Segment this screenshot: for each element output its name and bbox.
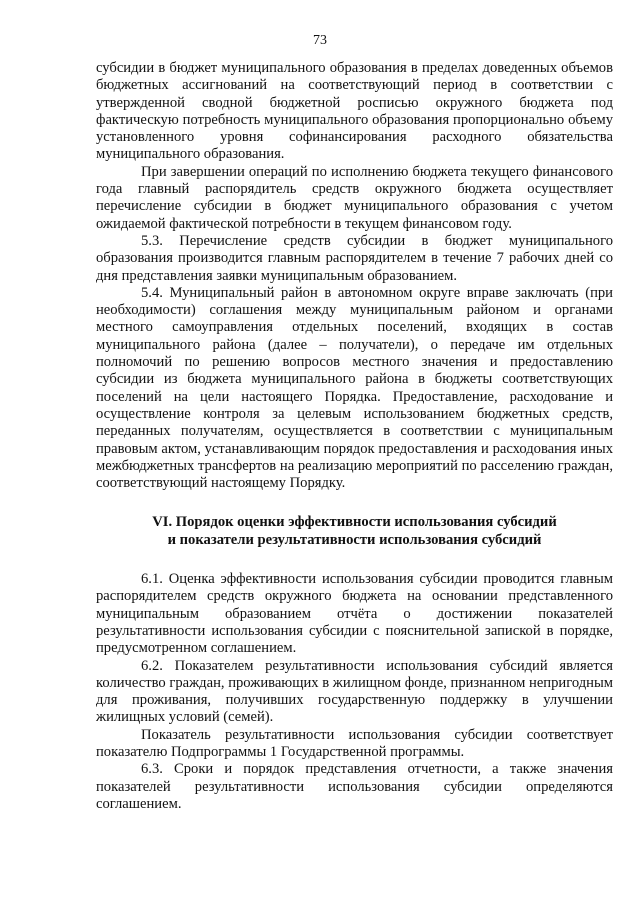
paragraph-subsidy-continuation: субсидии в бюджет муниципального образования в пределах доведенных объемов бюджетных ассигнований на соответствующий период в соответствии с утвержденной сводной бюджетной росписью окружного бюджета под фактическую потребность муниципального образования пропорционально объему установленного уровня софинансирования расходного обязательства муниципального образования. [96,60,613,163]
page-number: 73 [313,33,327,48]
section-heading-line-1: VI. Порядок оценки эффективности использования субсидий [152,514,557,531]
section-heading-line-2: и показатели результативности использования субсидий [167,531,542,548]
paragraph-indicator-correspondence: Показатель результативности использования субсидии соответствует показателю Подпрограммы 1 Государственной программы. [96,726,613,760]
paragraph-6-2: 6.2. Показателем результативности использования субсидий является количество граждан, проживающих в жилищном фонде, признанном непригодным для проживания, получивших государственную поддержку в улучшении жилищных условий (семей). [96,657,613,726]
paragraph-budget-year-completion: При завершении операций по исполнению бюджета текущего финансового года главный распорядитель средств окружного бюджета осуществляет перечисление субсидии в бюджет муниципального образования с учетом ожидаемой фактической потребности в текущем финансовом году. [96,163,613,232]
paragraph-5-4: 5.4. Муниципальный район в автономном округе вправе заключать (при необходимости) соглашения между муниципальным районом и органами местного самоуправления отдельных поселений, входящих в состав муниципального района (далее – получатели), о передаче им отдельных полномочий по решению вопросов местного значения и предоставлению субсидии из бюджета муниципального района в бюджеты соответствующих поселений на цели настоящего Порядка. Предоставление, расходование и осуществление контроля за целевым использованием бюджетных средств, переданных получателям, осуществляется в соответствии с муниципальным правовым актом, устанавливающим порядок предоставления и расходования иных межбюджетных трансфертов на реализацию мероприятий по расселению граждан, соответствующий настоящему Порядку. [96,284,613,492]
paragraph-6-3: 6.3. Сроки и порядок представления отчетности, а также значения показателей результативности использования субсидии определяются соглашением. [96,761,613,812]
document-body [96,60,613,813]
paragraph-5-3: 5.3. Перечисление средств субсидии в бюджет муниципального образования производится главным распорядителем в течение 7 рабочих дней со дня представления заявки муниципальным образованием. [96,232,613,284]
paragraph-6-1: 6.1. Оценка эффективности использования субсидии проводится главным распорядителем средств окружного бюджета на основании представленного муниципальным образованием отчёта о достижении показателей результативности использования субсидии с пояснительной запиской в порядке, предусмотренном соглашением. [96,571,613,657]
section-heading [96,514,613,549]
